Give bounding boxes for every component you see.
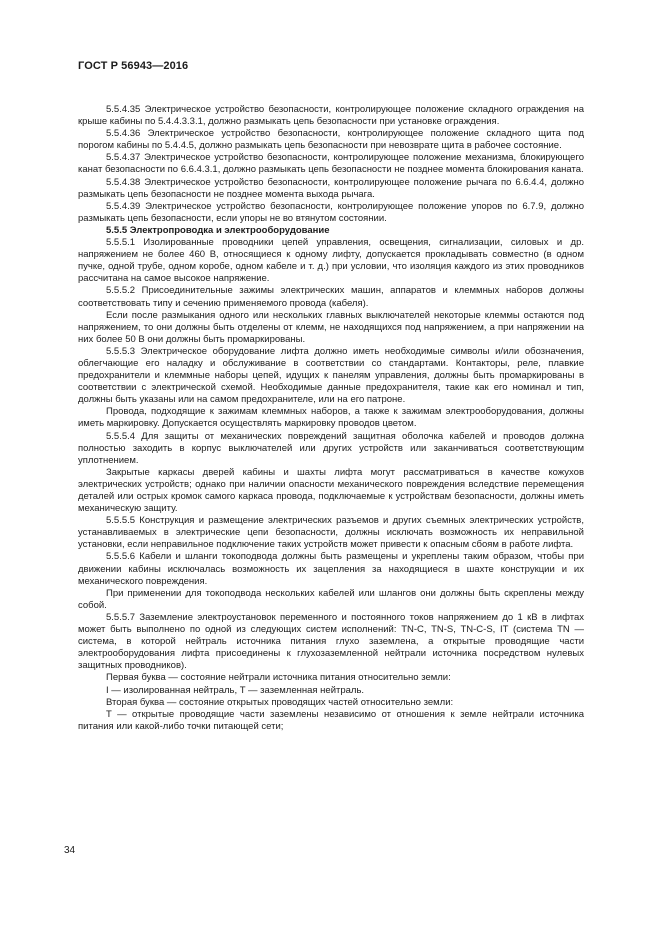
paragraph: Вторая буква — состояние открытых проводящих частей относительно земли: bbox=[106, 696, 454, 708]
paragraph: Закрытые каркасы дверей кабины и шахты лифта могут рассматриваться в качестве кожухов электрических устройств; однако при наличии опасности механического повреждения вследствие перемещения деталей или острых кромок самого каркаса провода, подключаемые к устройствам безопасности, должны иметь механическую защиту. bbox=[78, 466, 584, 515]
paragraph: 5.5.4.35 Электрическое устройство безопасности, контролирующее положение складного ограждения на крыше кабины по 5.4.4.3.3.1, должно размыкать цепь безопасности при установке ограждения. bbox=[78, 104, 584, 128]
paragraph: 5.5.5.7 Заземление электроустановок переменного и постоянного токов напряжением до 1 кВ в лифтах может быть выполнено по одной из следующих систем исполнений: TN-C, TN-S, TN-C-S, IT (система TN — система, в которой нейтраль источника питания глухо заземлена, а открытые проводящие части электрооборудования лифта присоединены к глухозаземленной нейтрали источника посредством нулевых защитных проводников). bbox=[78, 611, 584, 672]
paragraph: Провода, подходящие к зажимам клеммных наборов, а также к зажимам электрооборудования, должны иметь маркировку. Допускается осуществлять маркировку проводов цветом. bbox=[78, 406, 584, 430]
page-number: 34 bbox=[64, 845, 76, 856]
paragraph: T — открытые проводящие части заземлены независимо от отношения к земле нейтрали источника питания или какой-либо точки питающей сети; bbox=[78, 708, 584, 732]
paragraph: 5.5.4.39 Электрическое устройство безопасности, контролирующее положение упоров по 6.7.9, должно размыкать цепь безопасности, если упоры не во втянутом состоянии. bbox=[78, 200, 584, 224]
paragraph: 5.5.4.38 Электрическое устройство безопасности, контролирующее положение рычага по 6.6.4.4, должно размыкать цепь безопасности не позднее момента выхода рычага. bbox=[78, 176, 584, 200]
paragraph: 5.5.4.36 Электрическое устройство безопасности, контролирующее положение складного щита под порогом кабины по 5.4.4.5, должно размыкать цепь безопасности при невозврате щита в рабочее состояние. bbox=[78, 128, 584, 152]
section-heading: 5.5.5 Электропроводка и электрооборудование bbox=[106, 224, 330, 236]
paragraph: 5.5.4.37 Электрическое устройство безопасности, контролирующее положение механизма, блокирующего канат безопасности по 6.6.4.3.1, должно размыкать цепь безопасности не позднее момента блокирования каната. bbox=[78, 152, 584, 176]
paragraph: 5.5.5.5 Конструкция и размещение электрических разъемов и других съемных электрических устройств, устанавливаемых в электрические цепи безопасности, должны исключать возможность их неправильной установки, если неправильное подключение таких устройств может привести к опасным сбоям в работе лифта. bbox=[78, 515, 584, 551]
paragraph: При применении для токоподвода нескольких кабелей или шлангов они должны быть скреплены между собой. bbox=[78, 587, 584, 611]
paragraph: 5.5.5.4 Для защиты от механических повреждений защитная оболочка кабелей и проводов должна полностью заходить в корпус выключателей или других устройств или заканчиваться соответствующим уплотнением. bbox=[78, 430, 584, 466]
paragraph: 5.5.5.1 Изолированные проводники цепей управления, освещения, сигнализации, силовых и др. напряжением не более 460 В, относящиеся к одному лифту, допускается прокладывать совместно (в одном пучке, одной трубе, одном коробе, одном кабеле и т. д.) при условии, что изоляция каждого из этих проводников рассчитана на самое высокое напряжение. bbox=[78, 237, 584, 285]
paragraph: Первая буква — состояние нейтрали источника питания относительно земли: bbox=[106, 672, 451, 684]
paragraph: 5.5.5.6 Кабели и шланги токоподвода должны быть размещены и укреплены таким образом, чтобы при движении кабины исключалась возможность их зацепления за находящиеся в шахте конструкции и их механического повреждения. bbox=[78, 551, 584, 587]
paragraph: 5.5.5.2 Присоединительные зажимы электрических машин, аппаратов и клеммных наборов должны соответствовать типу и сечению применяемого провода (кабеля). bbox=[78, 285, 584, 309]
document-body bbox=[78, 104, 584, 733]
paragraph: I — изолированная нейтраль, T — заземленная нейтраль. bbox=[106, 684, 365, 696]
paragraph: 5.5.5.3 Электрическое оборудование лифта должно иметь необходимые символы и/или обозначения, облегчающие его наладку и обслуживание в соответствии со стандартами. Контакторы, реле, плавкие предохранители и клеммные наборы цепей, идущих к панелям управления, должны быть промаркированы в соответствии с электрической схемой. Необходимые данные предохранителя, такие как его номинал и тип, должны быть указаны или на самом предохранителе, или на его патроне. bbox=[78, 345, 584, 406]
document-header: ГОСТ Р 56943—2016 bbox=[78, 60, 189, 72]
paragraph: Если после размыкания одного или нескольких главных выключателей некоторые клеммы остаются под напряжением, то они должны быть отделены от клемм, не находящихся под напряжением, а при напряжении на них более 50 В они должны быть промаркированы. bbox=[78, 309, 584, 345]
